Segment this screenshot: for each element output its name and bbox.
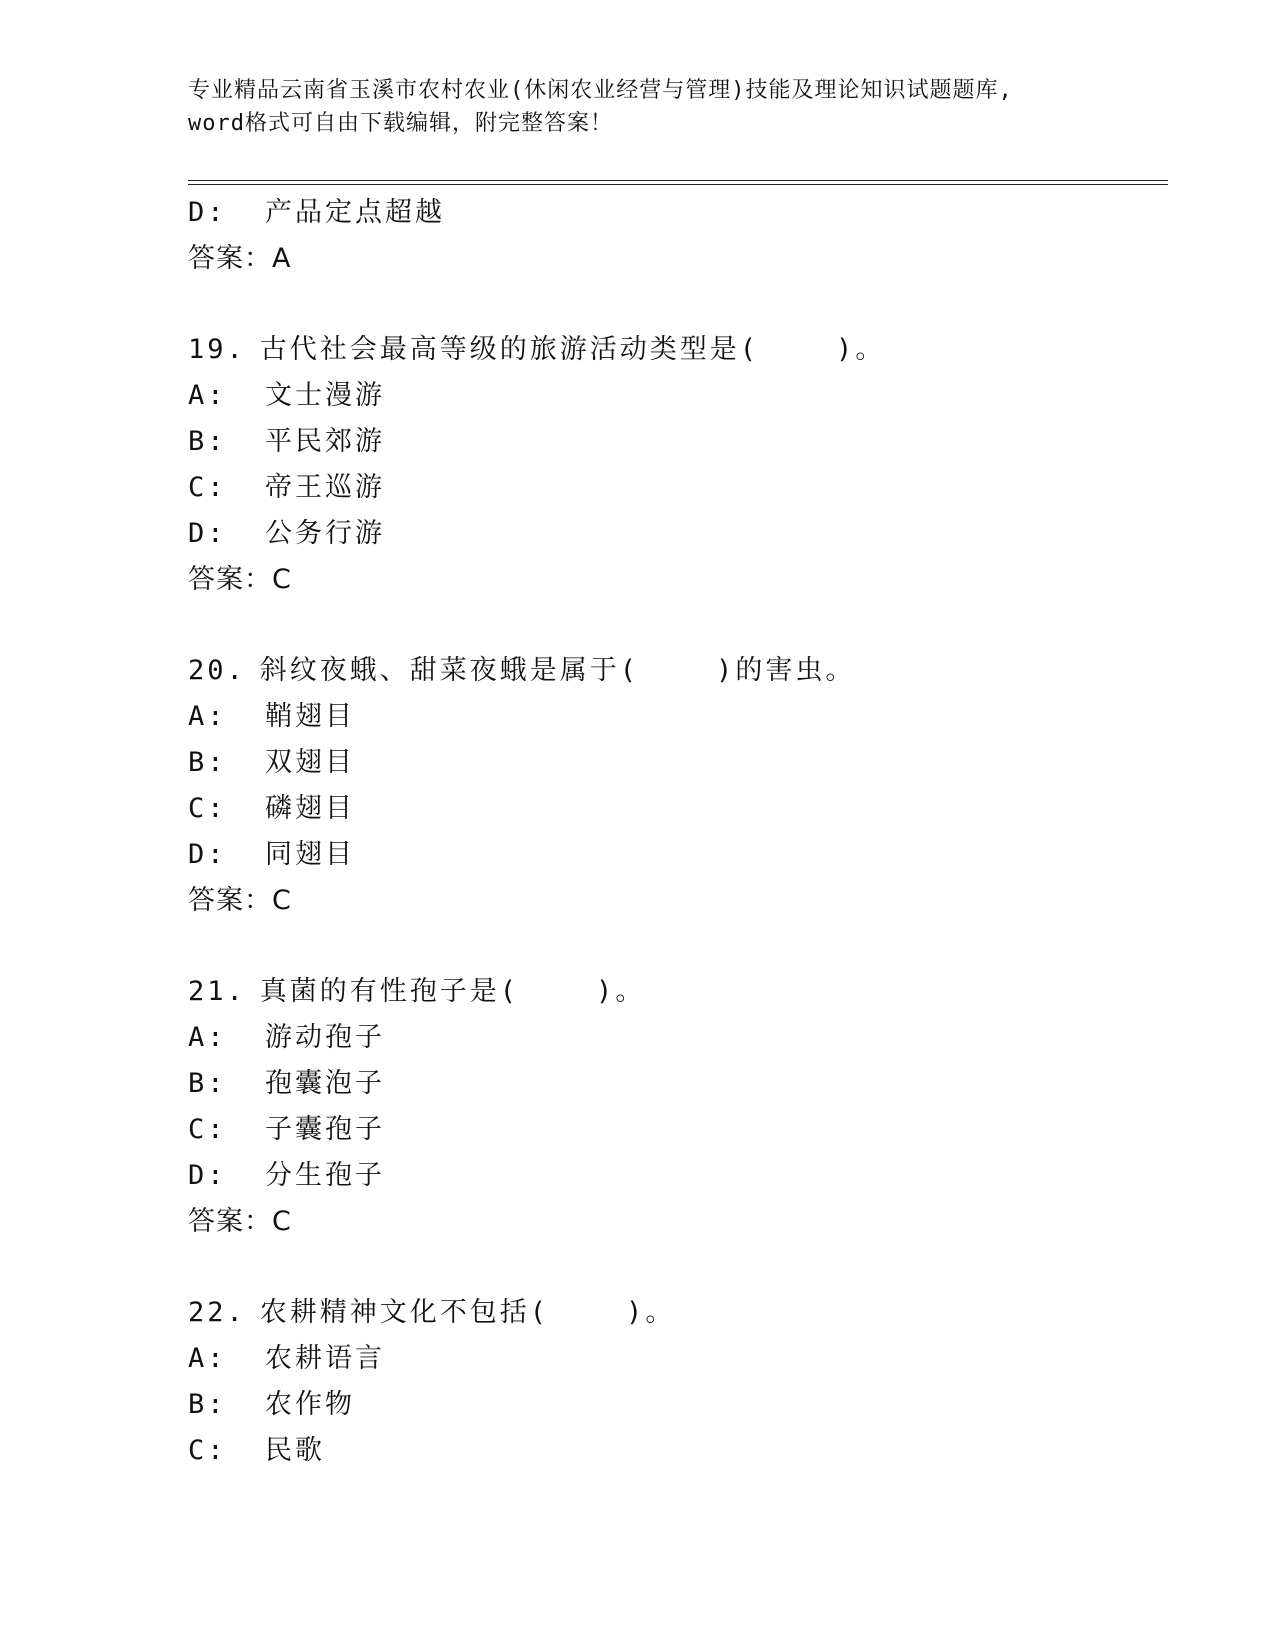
question-text: 古代社会最高等级的旅游活动类型是( )。: [259, 334, 886, 365]
question-20: [188, 648, 1168, 924]
option-c: C: 子囊孢子: [188, 1114, 386, 1145]
question-text: 农耕精神文化不包括( )。: [259, 1297, 676, 1328]
option-a: A: 游动孢子: [188, 1022, 386, 1053]
header-title-line-2: word格式可自由下载编辑，附完整答案！: [188, 111, 613, 136]
question-number: 22.: [188, 1297, 246, 1328]
header-title-line-1: 专业精品云南省玉溪市农村农业(休闲农业经营与管理)技能及理论知识试题题库,: [188, 78, 1013, 103]
header-divider: [188, 180, 1168, 185]
option-b: B: 平民郊游: [188, 426, 386, 457]
option-b: B: 孢囊泡子: [188, 1068, 386, 1099]
question-text: 斜纹夜蛾、甜菜夜蛾是属于( )的害虫。: [259, 655, 856, 686]
question-number: 19.: [188, 334, 246, 365]
option-c: C: 帝王巡游: [188, 472, 386, 503]
question-stem: [188, 1290, 1168, 1336]
prev-answer: 答案：A: [188, 243, 292, 274]
option-c: C: 民歌: [188, 1435, 326, 1466]
option-b: B: 双翅目: [188, 747, 356, 778]
option-d: D: 同翅目: [188, 839, 356, 870]
question-21: [188, 969, 1168, 1245]
option-d: D: 公务行游: [188, 518, 386, 549]
question-stem: [188, 648, 1168, 694]
option-c: C: 磷翅目: [188, 793, 356, 824]
answer: 答案：C: [188, 885, 292, 916]
question-19: [188, 327, 1168, 603]
question-22: [188, 1290, 1168, 1474]
answer: 答案：C: [188, 564, 292, 595]
prev-option-d: D: 产品定点超越: [188, 197, 446, 228]
document-header: [188, 74, 1088, 140]
option-a: A: 农耕语言: [188, 1343, 386, 1374]
question-number: 20.: [188, 655, 246, 686]
question-number: 21.: [188, 976, 246, 1007]
answer: 答案：C: [188, 1206, 292, 1237]
question-stem: [188, 969, 1168, 1015]
option-a: A: 鞘翅目: [188, 701, 356, 732]
question-stem: [188, 327, 1168, 373]
option-b: B: 农作物: [188, 1389, 356, 1420]
option-d: D: 分生孢子: [188, 1160, 386, 1191]
question-list: [188, 190, 1168, 1474]
option-a: A: 文士漫游: [188, 380, 386, 411]
question-text: 真菌的有性孢子是( )。: [259, 976, 646, 1007]
